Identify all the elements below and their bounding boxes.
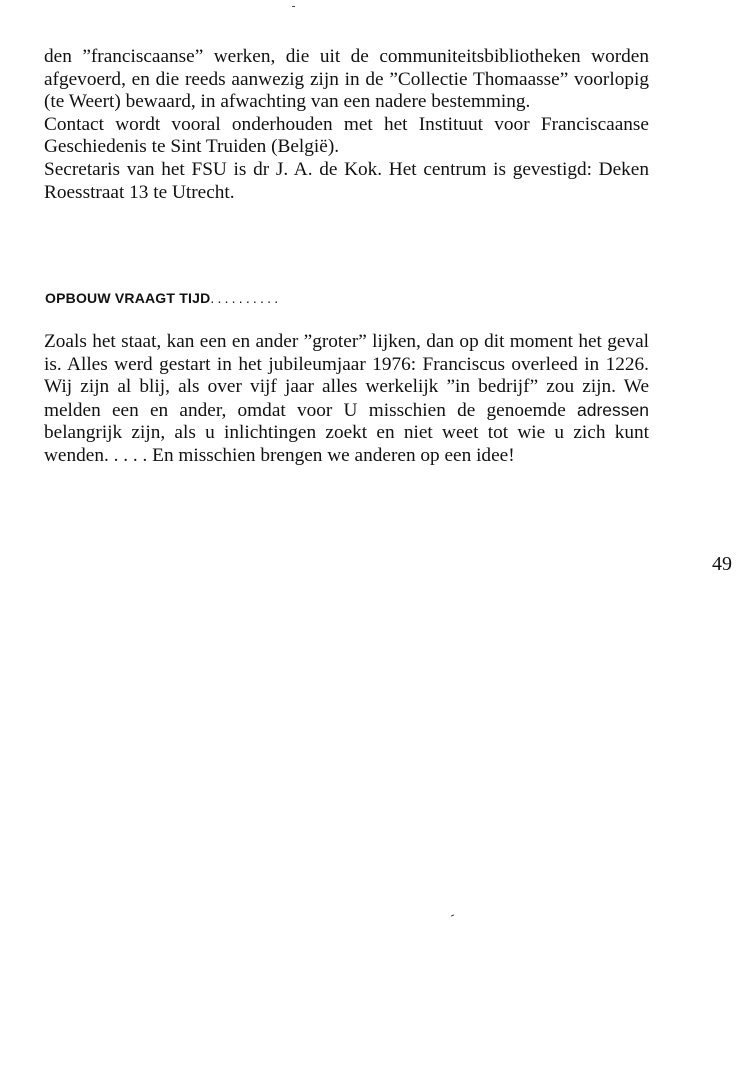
text-block-body xyxy=(44,331,649,468)
paragraph-body xyxy=(44,331,649,468)
scan-speck xyxy=(451,914,454,916)
section-heading xyxy=(45,290,281,306)
text-block-intro xyxy=(44,46,649,204)
body-text-emphasis: adressen xyxy=(577,399,649,420)
body-text-part-2: belangrijk zijn, als u inlichtingen zoekt en niet weet tot wie u zich kunt wenden. . . . . En misschien brengen we anderen op een idee! xyxy=(44,422,649,466)
section-heading-dots: .......... xyxy=(210,290,282,306)
section-heading-text: OPBOUW VRAAGT TIJD xyxy=(45,290,211,306)
page-number: 49 xyxy=(712,553,732,575)
scan-speck xyxy=(292,6,295,7)
paragraph-contact: Contact wordt vooral onderhouden met het Instituut voor Franciscaanse Geschiedenis te Sint Truiden (België). xyxy=(44,113,649,158)
paragraph-collection: den ”franciscaanse” werken, die uit de communiteitsbibliotheken worden afgevoerd, en die reeds aanwezig zijn in de ”Collectie Thomaasse” voorlopig (te Weert) bewaard, in afwachting van een nadere bestemming. xyxy=(44,46,649,113)
paragraph-secretary: Secretaris van het FSU is dr J. A. de Kok. Het centrum is gevestigd: Deken Roesstraat 13 te Utrecht. xyxy=(44,158,649,203)
body-text-part-1: Zoals het staat, kan een en ander ”groter” lijken, dan op dit moment het geval is. Alles werd gestart in het jubileumjaar 1976: Franciscus overleed in 1226. Wij zijn al blij, als over vijf jaar alles werkelijk ”in bedrijf” zou zijn. We melden een en ander, omdat voor U misschien de genoemde xyxy=(44,331,649,421)
